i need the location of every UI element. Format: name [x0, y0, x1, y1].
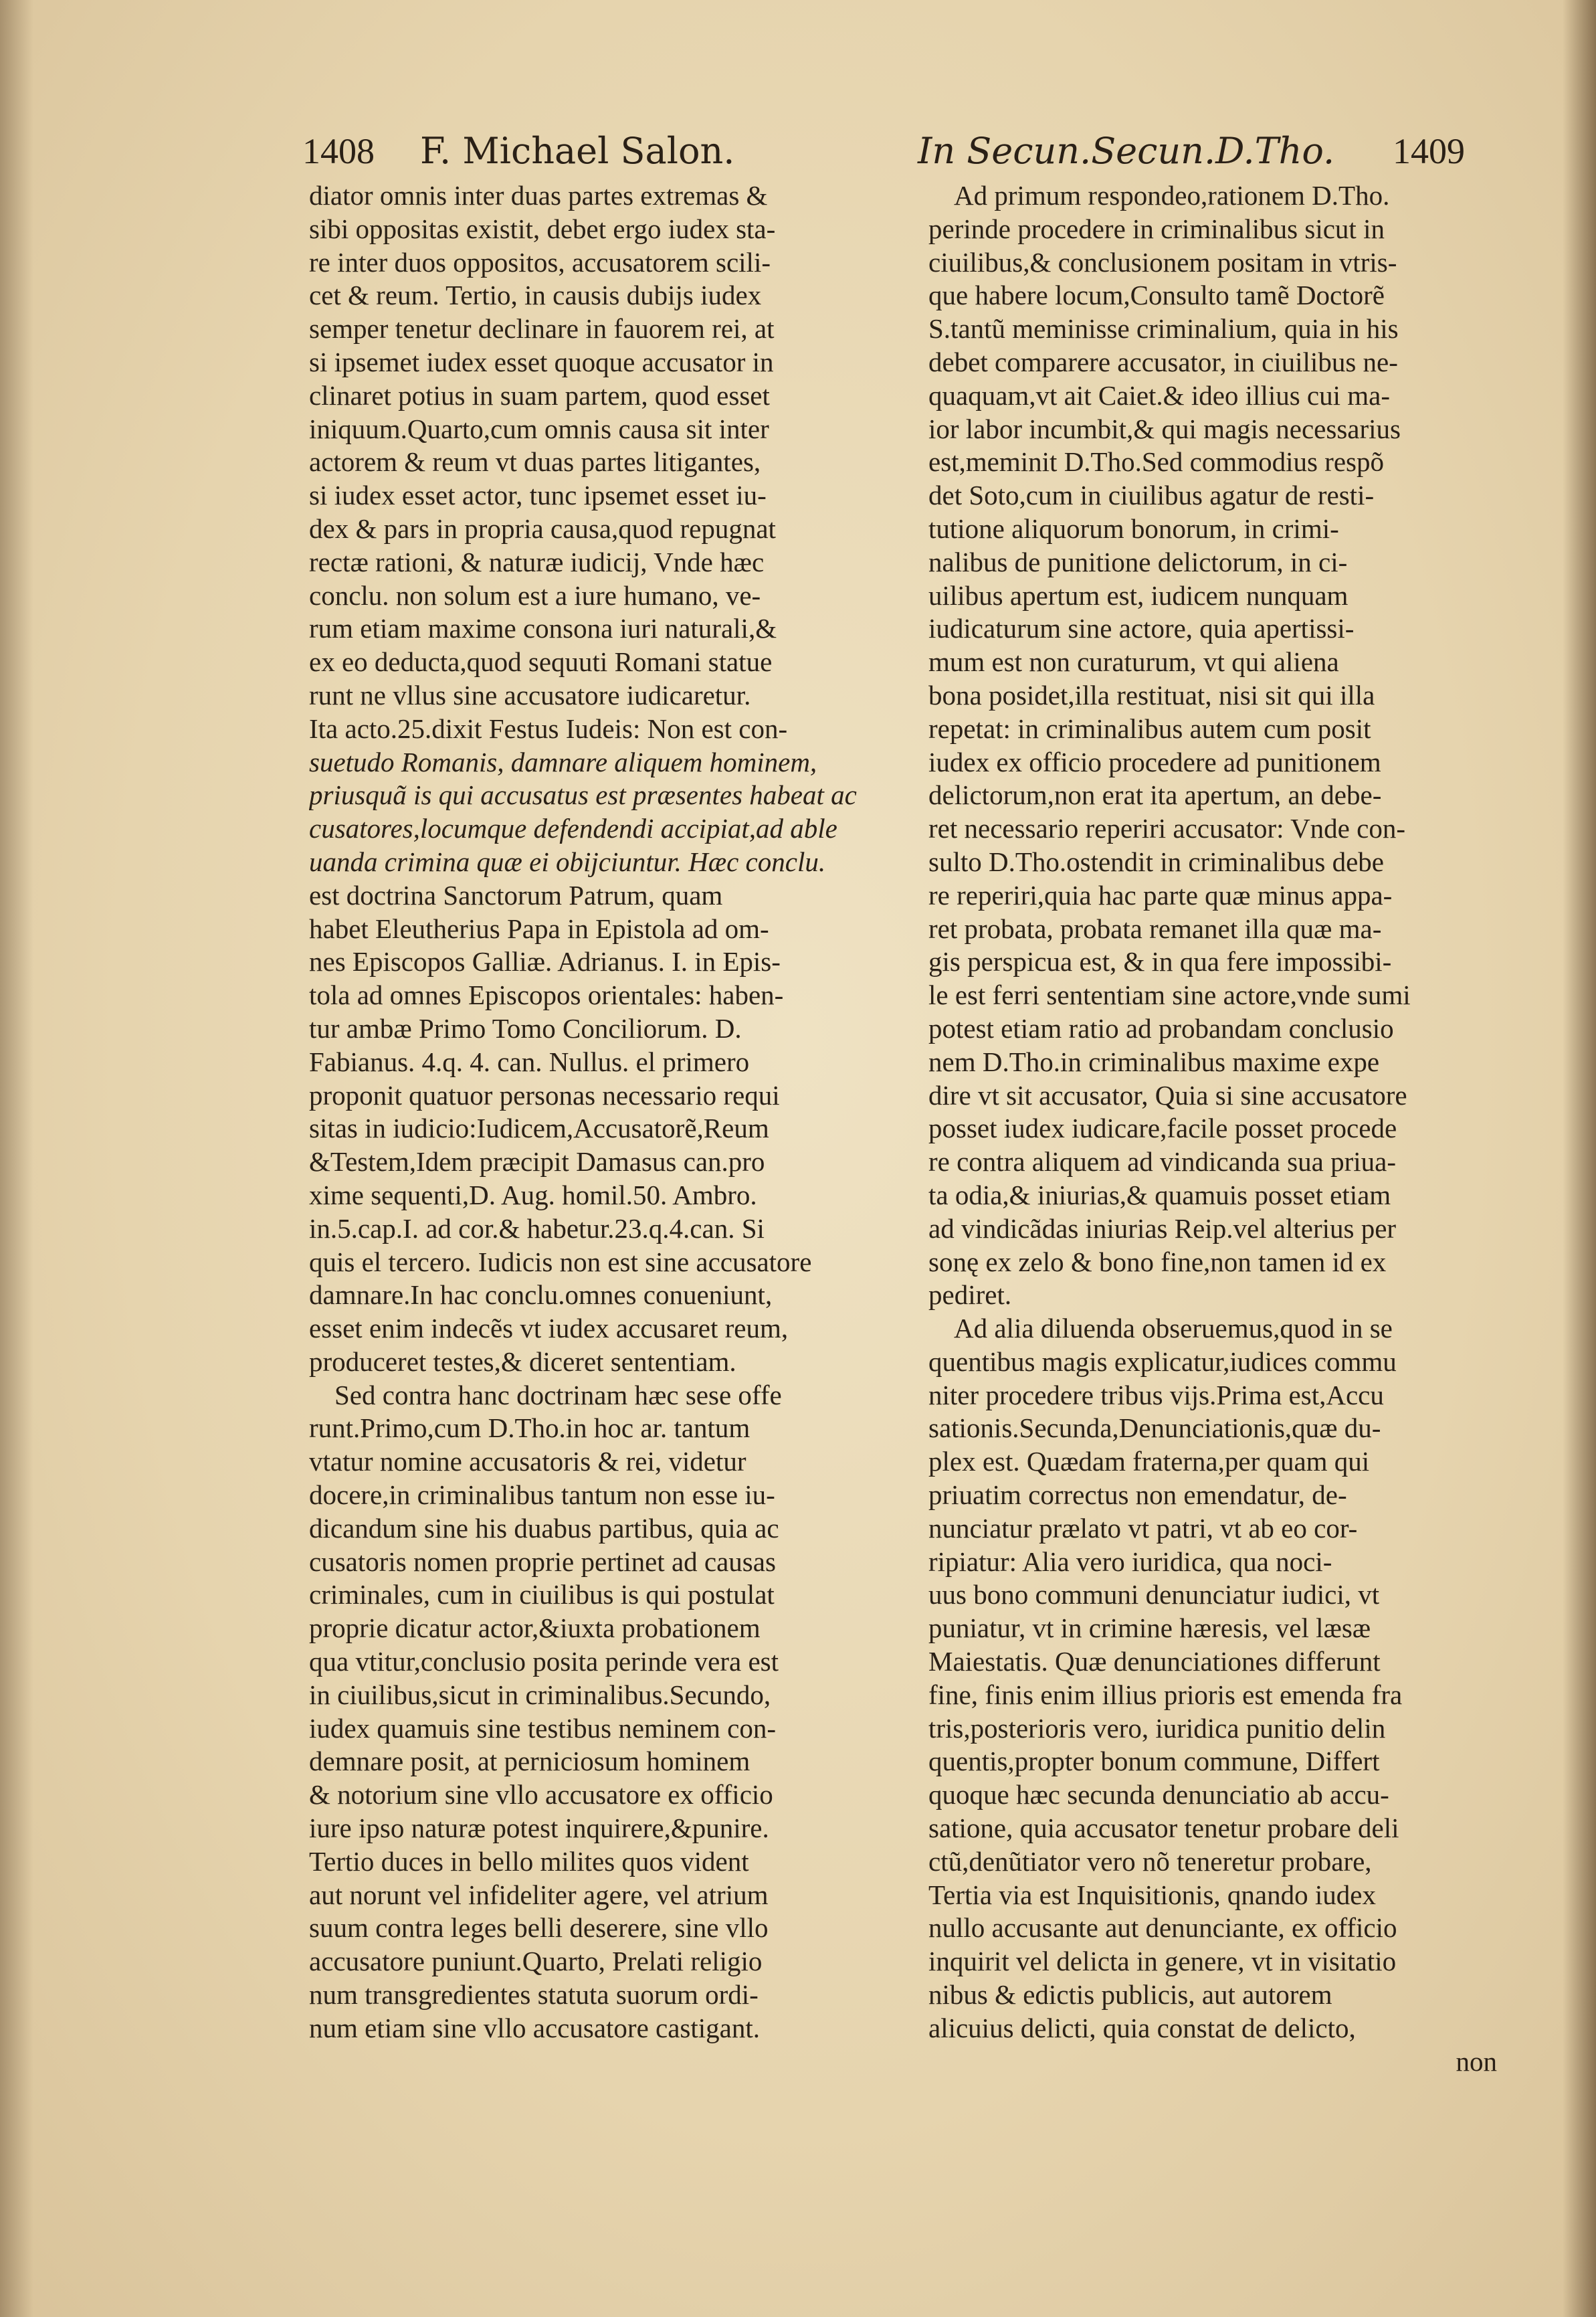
text-line: iure ipso naturæ potest inquirere,&punire.: [309, 1813, 769, 1844]
text-line: re contra aliquem ad vindicanda sua priua-: [928, 1146, 1396, 1178]
left-running-title: F. Michael Salon.: [420, 130, 735, 172]
text-line: uanda crimina quæ ei obijciuntur. Hæc conclu.: [309, 846, 826, 877]
text-line: le est ferri sententiam sine actore,vnde sumi: [928, 980, 1411, 1011]
text-line: Maiestatis. Quæ denunciationes differunt: [928, 1646, 1381, 1677]
text-line: priuatim correctus non emendatur, de-: [928, 1479, 1347, 1511]
text-line: alicuius delicti, quia constat de delicto,: [928, 2012, 1356, 2043]
text-line: dire vt sit accusator, Quia si sine accusatore: [928, 1079, 1407, 1111]
text-line: quaquam,vt ait Caiet.& ideo illius cui ma-: [928, 379, 1391, 411]
text-line: esset enim indecẽs vt iudex accusaret reum,: [309, 1313, 789, 1344]
text-line: habet Eleutherius Papa in Epistola ad om-: [309, 913, 769, 944]
left-page-number: 1408: [302, 131, 375, 171]
text-line: Tertio duces in bello milites quos vident: [309, 1845, 749, 1877]
text-line: fine, finis enim illius prioris est emenda fra: [928, 1679, 1403, 1710]
text-line: aut norunt vel infideliter agere, vel atrium: [309, 1879, 769, 1910]
text-line: criminales, cum in ciuilibus is qui postulat: [309, 1579, 775, 1610]
text-line: mum est non curaturum, vt qui aliena: [928, 646, 1339, 678]
text-line: delictorum,non erat ita apertum, an debe-: [928, 779, 1382, 811]
page-shadow-left: [0, 0, 33, 2317]
text-line: dex & pars in propria causa,quod repugnat: [309, 513, 776, 544]
text-line: ret necessario reperiri accusator: Vnde con-: [928, 813, 1405, 844]
text-line: suum contra leges belli deserere, sine vllo: [309, 1912, 769, 1944]
text-line: Fabianus. 4.q. 4. can. Nullus. el primero: [309, 1046, 750, 1077]
text-line: ctũ,denũtiator vero nõ teneretur probare,: [928, 1845, 1372, 1877]
text-line: cusatores,locumque defendendi accipiat,ad able: [309, 813, 837, 844]
text-line: satione, quia accusator tenetur probare deli: [928, 1813, 1399, 1844]
text-line: est,meminit D.Tho.Sed commodius respõ: [928, 446, 1384, 478]
text-line: num etiam sine vllo accusatore castigant.: [309, 2012, 760, 2043]
text-line: si iudex esset actor, tunc ipsemet esset iu-: [309, 480, 767, 511]
text-line: ret probata, probata remanet illa quæ ma-: [928, 913, 1382, 944]
right-running-title: In Secun.Secun.D.Tho.: [918, 130, 1335, 172]
text-line: Ita acto.25.dixit Festus Iudeis: Non est con-: [309, 713, 788, 744]
text-line: ripiatur: Alia vero iuridica, qua noci-: [928, 1546, 1332, 1577]
text-line: tur ambæ Primo Tomo Conciliorum. D.: [309, 1012, 742, 1044]
text-line: sulto D.Tho.ostendit in criminalibus debe: [928, 846, 1384, 877]
left-text-column: [309, 179, 878, 2045]
text-line: iudex ex officio procedere ad punitionem: [928, 746, 1381, 777]
text-line: bona posidet,illa restituat, nisi sit qui illa: [928, 679, 1375, 711]
text-line: Sed contra hanc doctrinam hæc sese offe: [334, 1379, 782, 1410]
text-line: &Testem,Idem præcipit Damasus can.pro: [309, 1146, 765, 1178]
text-line: sibi oppositas existit, debet ergo iudex sta-: [309, 213, 776, 244]
text-line: nes Episcopos Galliæ. Adrianus. I. in Epis-: [309, 946, 781, 978]
text-line: xime sequenti,D. Aug. homil.50. Ambro.: [309, 1179, 757, 1210]
text-line: plex est. Quædam fraterna,per quam qui: [928, 1446, 1370, 1477]
text-line: repetat: in criminalibus autem cum posit: [928, 713, 1371, 744]
text-line: actorem & reum vt duas partes litigantes,: [309, 446, 761, 478]
text-line: iudicaturum sine actore, quia apertissi-: [928, 613, 1355, 644]
text-line: damnare.In hac conclu.omnes conueniunt,: [309, 1279, 773, 1311]
text-line: posset iudex iudicare,facile posset procede: [928, 1113, 1397, 1144]
text-line: gis perspicua est, & in qua fere impossibi-: [928, 946, 1392, 978]
page-shadow-right: [1563, 0, 1596, 2317]
text-line: si ipsemet iudex esset quoque accusator in: [309, 346, 774, 377]
text-line: re reperiri,quia hac parte quæ minus appa-: [928, 879, 1393, 911]
text-line: qua vtitur,conclusio posita perinde vera est: [309, 1646, 779, 1677]
text-line: rum etiam maxime consona iuri naturali,&: [309, 613, 777, 644]
text-line: vtatur nomine accusatoris & rei, videtur: [309, 1446, 746, 1477]
text-line: niter procedere tribus vijs.Prima est,Accu: [928, 1379, 1384, 1410]
text-line: pediret.: [928, 1279, 1012, 1311]
text-line: ta odia,& iniurias,& quamuis posset etiam: [928, 1179, 1391, 1210]
text-line: Tertia via est Inquisitionis, qnando iudex: [928, 1879, 1376, 1910]
text-line: ior labor incumbit,& qui magis necessarius: [928, 413, 1401, 444]
text-line: debet comparere accusator, in ciuilibus ne-: [928, 346, 1398, 377]
right-page-number: 1409: [1393, 131, 1465, 171]
text-line: est doctrina Sanctorum Patrum, quam: [309, 879, 723, 911]
text-line: runt.Primo,cum D.Tho.in hoc ar. tantum: [309, 1412, 751, 1444]
text-line: docere,in criminalibus tantum non esse iu-: [309, 1479, 775, 1511]
text-line: uilibus apertum est, iudicem nunquam: [928, 579, 1349, 611]
text-line: re inter duos oppositos, accusatorem scili-: [309, 246, 771, 278]
text-line: proprie dicatur actor,&iuxta probationem: [309, 1612, 761, 1644]
text-line: quoque hæc secunda denunciatio ab accu-: [928, 1779, 1389, 1811]
text-line: accusatore puniunt.Quarto, Prelati religio: [309, 1946, 763, 1977]
text-line: Ad alia diluenda obseruemus,quod in se: [954, 1313, 1393, 1344]
text-line: nalibus de punitione delictorum, in ci-: [928, 546, 1348, 577]
text-line: tutione aliquorum bonorum, in crimi-: [928, 513, 1339, 544]
text-line: semper tenetur declinare in fauorem rei, at: [309, 313, 775, 345]
text-line: uus bono communi denunciatur iudici, vt: [928, 1579, 1380, 1610]
text-line: clinaret potius in suam partem, quod esset: [309, 379, 770, 411]
text-line: priusquã is qui accusatus est præsentes habeat ac: [309, 779, 857, 811]
text-line: sationis.Secunda,Denunciationis,quæ du-: [928, 1412, 1381, 1444]
text-line: Ad primum respondeo,rationem D.Tho.: [954, 180, 1390, 211]
text-line: iniquum.Quarto,cum omnis causa sit inter: [309, 413, 769, 444]
text-line: quentis,propter bonum commune, Differt: [928, 1746, 1380, 1777]
text-line: cet & reum. Tertio, in causis dubijs iudex: [309, 280, 762, 311]
text-line: nibus & edictis publicis, aut autorem: [928, 1979, 1332, 2011]
text-line: nullo accusante aut denunciante, ex officio: [928, 1912, 1397, 1944]
text-line: inquirit vel delicta in genere, vt in visitatio: [928, 1946, 1397, 1977]
text-line: que habere locum,Consulto tamẽ Doctorẽ: [928, 280, 1385, 311]
text-line: ad vindicãdas iniurias Reip.vel alterius per: [928, 1212, 1397, 1244]
text-line: demnare posit, at perniciosum hominem: [309, 1746, 751, 1777]
text-line: det Soto,cum in ciuilibus agatur de resti-: [928, 480, 1375, 511]
text-line: runt ne vllus sine accusatore iudicaretur.: [309, 679, 751, 711]
text-line: num transgredientes statuta suorum ordi-: [309, 1979, 759, 2011]
text-line: dicandum sine his duabus partibus, quia ac: [309, 1512, 779, 1544]
text-line: tris,posterioris vero, iuridica punitio delin: [928, 1712, 1386, 1744]
text-line: conclu. non solum est a iure humano, ve-: [309, 579, 761, 611]
text-line: tola ad omnes Episcopos orientales: haben-: [309, 980, 784, 1011]
text-line: nunciatur prælato vt patri, vt ab eo cor-: [928, 1512, 1358, 1544]
text-line: iudex quamuis sine testibus neminem con-: [309, 1712, 777, 1744]
text-line: sitas in iudicio:Iudicem,Accusatorẽ,Reum: [309, 1113, 769, 1144]
text-line: nem D.Tho.in criminalibus maxime expe: [928, 1046, 1380, 1077]
text-line: in.5.cap.I. ad cor.& habetur.23.q.4.can. Si: [309, 1212, 765, 1244]
text-line: puniatur, vt in crimine hæresis, vel læsæ: [928, 1612, 1371, 1644]
text-line: diator omnis inter duas partes extremas &: [309, 180, 768, 211]
text-line: proponit quatuor personas necessario requi: [309, 1079, 780, 1111]
text-line: S.tantũ meminisse criminalium, quia in his: [928, 313, 1399, 345]
text-line: rectæ rationi, & naturæ iudicij, Vnde hæc: [309, 546, 765, 577]
text-line: produceret testes,& diceret sententiam.: [309, 1346, 736, 1377]
catchword: non: [1456, 2045, 1497, 2077]
text-line: cusatoris nomen proprie pertinet ad causas: [309, 1546, 776, 1577]
text-line: sonę ex zelo & bono fine,non tamen id ex: [928, 1246, 1387, 1277]
text-line: in ciuilibus,sicut in criminalibus.Secundo,: [309, 1679, 771, 1710]
text-line: ex eo deducta,quod sequuti Romani statue: [309, 646, 773, 678]
text-line: potest etiam ratio ad probandam conclusio: [928, 1012, 1394, 1044]
text-line: perinde procedere in criminalibus sicut in: [928, 213, 1385, 244]
text-line: & notorium sine vllo accusatore ex officio: [309, 1779, 773, 1811]
text-line: ciuilibus,& conclusionem positam in vtris-: [928, 246, 1397, 278]
text-line: suetudo Romanis, damnare aliquem hominem,: [309, 746, 817, 777]
text-line: quentibus magis explicatur,iudices commu: [928, 1346, 1397, 1377]
text-line: quis el tercero. Iudicis non est sine accusatore: [309, 1246, 812, 1277]
right-text-column: [928, 179, 1497, 2078]
